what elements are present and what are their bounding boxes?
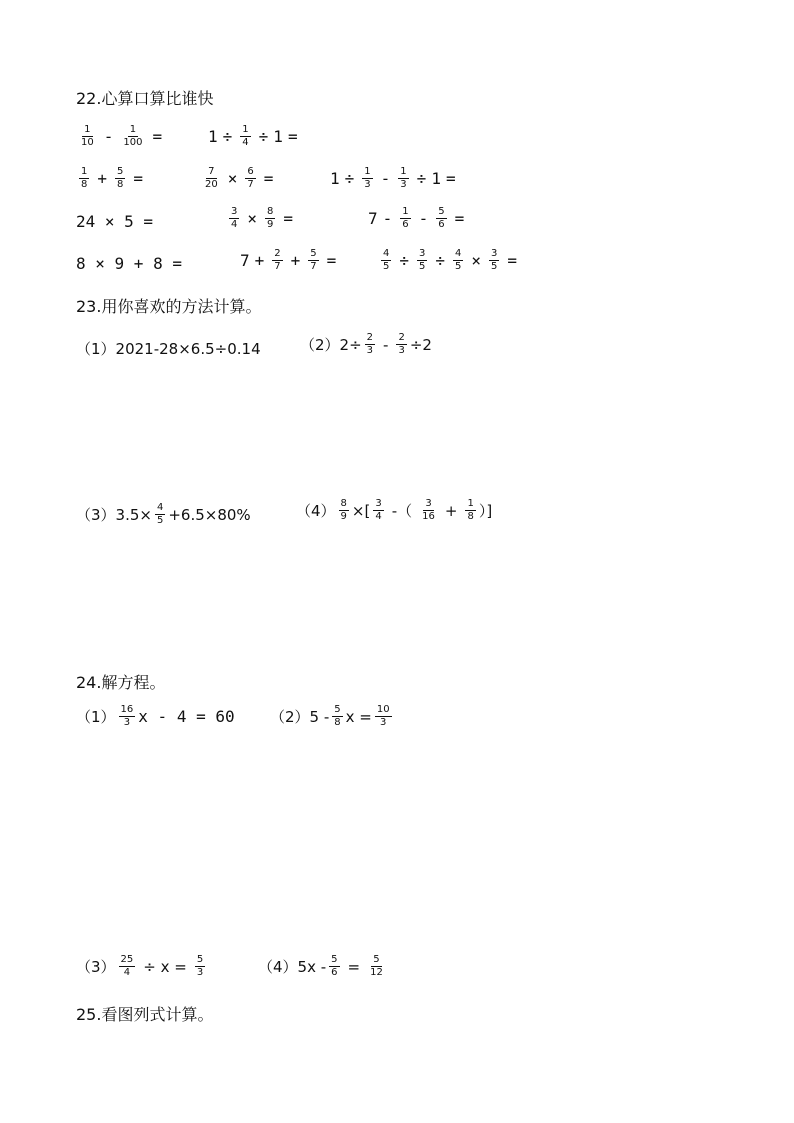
fraction: $\frac{3}{5}$	[419, 248, 426, 272]
q22-r3-c: 7 - $\frac{1}{6}$ - $\frac{5}{6}$ =	[368, 206, 465, 230]
q22-r4-a: 8 × 9 + 8 =	[76, 254, 182, 273]
q24-problem-3: （3） $\frac{25}{4}$ ÷ x = $\frac{5}{3}$	[76, 954, 204, 978]
fraction: $\frac{8}{9}$	[340, 498, 347, 522]
fraction: $\frac{3}{16}$	[422, 498, 435, 522]
fraction: $\frac{5}{7}$	[310, 248, 317, 272]
fraction: $\frac{2}{3}$	[398, 332, 405, 356]
q22-r2-c: 1 ÷ $\frac{1}{3}$ - $\frac{1}{3}$ ÷ 1 =	[330, 166, 456, 190]
fraction: $\frac{8}{9}$	[267, 206, 274, 230]
fraction: $\frac{4}{5}$	[156, 502, 164, 526]
fraction: $\frac{1}{4}$	[242, 124, 249, 148]
fraction: $\frac{4}{5}$	[383, 248, 390, 272]
fraction: $\frac{6}{7}$	[247, 166, 254, 190]
fraction: $\frac{5}{6}$	[438, 206, 445, 230]
q23-title: 23.用你喜欢的方法计算。	[76, 297, 262, 316]
fraction: $\frac{7}{20}$	[205, 166, 218, 190]
q24-problem-2: （2）5 - $\frac{5}{8}$ x = $\frac{10}{3}$	[270, 704, 390, 728]
fraction: $\frac{2}{3}$	[366, 332, 374, 356]
fraction: $\frac{25}{4}$	[120, 954, 134, 978]
q22-title: 22.心算口算比谁快	[76, 89, 214, 108]
q23-problem-3: （3）3.5× $\frac{4}{5}$ +6.5×80%	[76, 502, 251, 526]
fraction: $\frac{5}{6}$	[331, 954, 338, 978]
fraction: $\frac{3}{5}$	[491, 248, 498, 272]
q22-r2-a: $\frac{1}{8}$ + $\frac{5}{8}$ =	[81, 166, 144, 190]
q22-r3-a: 24 × 5 =	[76, 212, 154, 231]
fraction: $\frac{5}{3}$	[196, 954, 204, 978]
q23-problem-1: （1）2021-28×6.5÷0.14	[76, 340, 261, 358]
q23-problem-4: （4） $\frac{8}{9}$ ×[ $\frac{3}{4}$ -（ $\frac{3}{16}$ + $\frac{1}{8}$ ）]	[296, 498, 493, 522]
fraction: $\frac{3}{4}$	[231, 206, 238, 230]
q22-r4-b: 7 + $\frac{2}{7}$ + $\frac{5}{7}$ =	[240, 248, 337, 272]
q22-r3-b: $\frac{3}{4}$ × $\frac{8}{9}$ =	[231, 206, 294, 230]
q22-r4-c: $\frac{4}{5}$ ÷ $\frac{3}{5}$ ÷ $\frac{4}{5}$ × $\frac{3}{5}$ =	[383, 248, 518, 272]
fraction: $\frac{2}{7}$	[274, 248, 281, 272]
fraction: $\frac{1}{6}$	[402, 206, 409, 230]
q22-r1-a: $\frac{1}{10}$ - $\frac{1}{100}$ =	[81, 124, 163, 148]
fraction: $\frac{1}{10}$	[81, 124, 94, 148]
fraction: $\frac{5}{12}$	[370, 954, 383, 978]
fraction: $\frac{1}{3}$	[364, 166, 371, 190]
q25-title: 25.看图列式计算。	[76, 1005, 214, 1024]
fraction: $\frac{16}{3}$	[120, 704, 134, 728]
q23-problem-2: （2）2÷ $\frac{2}{3}$ - $\frac{2}{3}$ ÷2	[300, 332, 432, 356]
q24-problem-1: （1） $\frac{16}{3}$ x - 4 = 60	[76, 704, 235, 728]
fraction: $\frac{1}{3}$	[400, 166, 407, 190]
q24-problem-4: （4）5x - $\frac{5}{6}$ = $\frac{5}{12}$	[258, 954, 383, 978]
fraction: $\frac{5}{8}$	[334, 704, 341, 728]
fraction: $\frac{5}{8}$	[117, 166, 124, 190]
fraction: $\frac{1}{8}$	[81, 166, 88, 190]
fraction: $\frac{1}{8}$	[467, 498, 474, 522]
fraction: $\frac{3}{4}$	[375, 498, 382, 522]
fraction: $\frac{1}{100}$	[123, 124, 143, 148]
q24-title: 24.解方程。	[76, 673, 166, 692]
q22-r2-b: $\frac{7}{20}$ × $\frac{6}{7}$ =	[205, 166, 274, 190]
fraction: $\frac{10}{3}$	[376, 704, 390, 728]
q22-r1-b: 1 ÷ $\frac{1}{4}$ ÷ 1 =	[208, 124, 298, 148]
fraction: $\frac{4}{5}$	[455, 248, 462, 272]
